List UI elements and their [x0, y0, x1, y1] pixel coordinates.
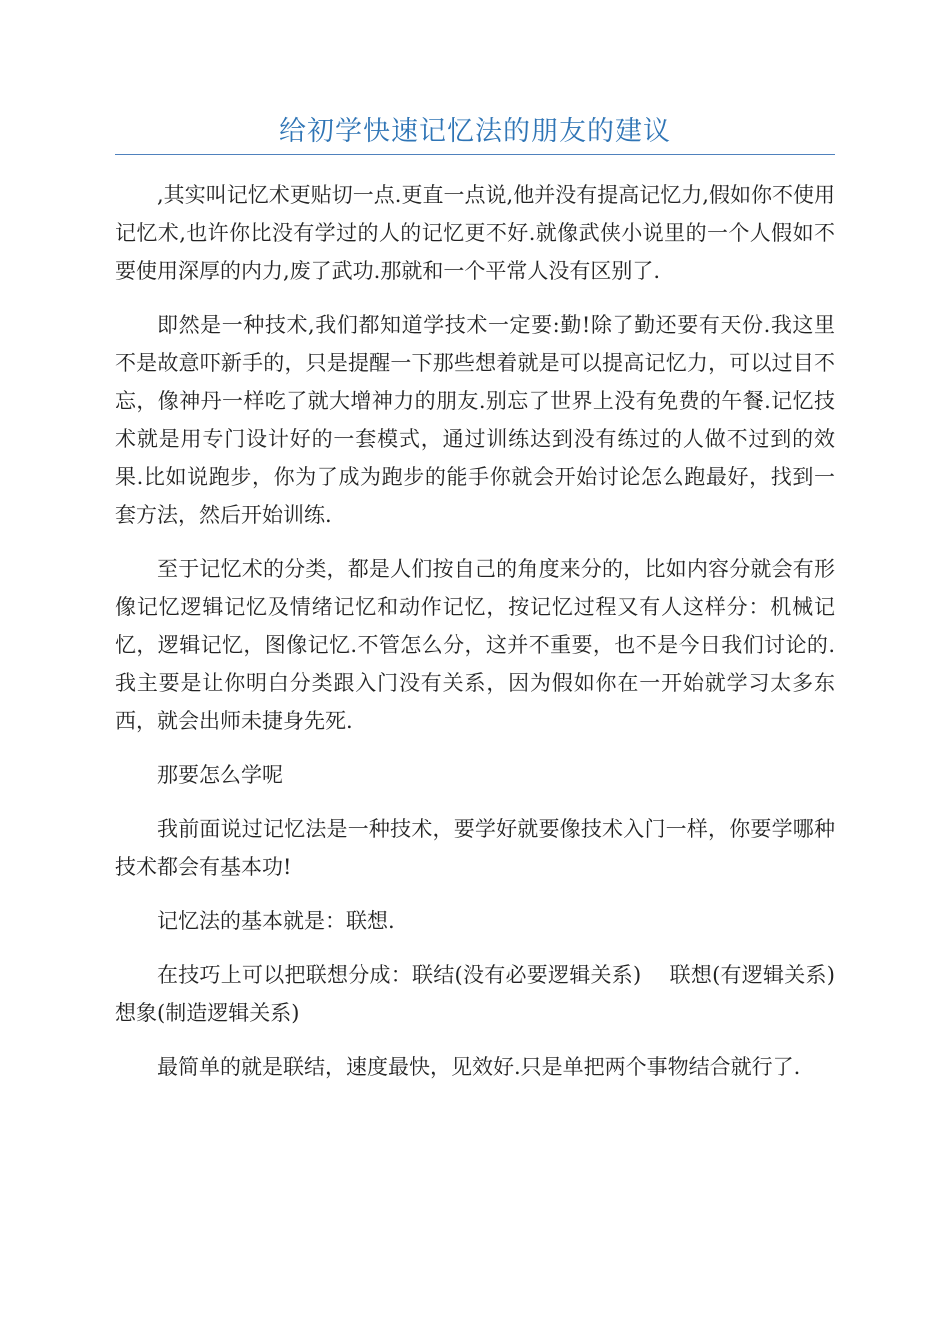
paragraph-2: 即然是一种技术,我们都知道学技术一定要:勤!除了勤还要有天份.我这里不是故意吓新手的，只是提醒一下那些想着就是可以提高记忆力，可以过目不忘，像神丹一样吃了就大增神力的朋友.别忘了世界上没有免费的午餐.记忆技术就是用专门设计好的一套模式，通过训练达到没有练过的人做不过到的效果.比如说跑步，你为了成为跑步的能手你就会开始讨论怎么跑最好，找到一套方法，然后开始训练. [115, 313, 835, 527]
page-title: 给初学快速记忆法的朋友的建议 [279, 116, 671, 147]
paragraph-6: 记忆法的基本就是：联想. [157, 909, 395, 933]
paragraph-3: 至于记忆术的分类，都是人们按自己的角度来分的，比如内容分就会有形像记忆逻辑记忆及情绪记忆和动作记忆，按记忆过程又有人这样分：机械记忆，逻辑记忆，图像记忆.不管怎么分，这并不重要，也不是今日我们讨论的.我主要是让你明白分类跟入门没有关系，因为假如你在一开始就学习太多东西，就会出师未捷身先死. [115, 557, 835, 733]
paragraph-4: 那要怎么学呢 [157, 763, 283, 787]
document-body [115, 176, 856, 1102]
paragraph-1: ,其实叫记忆术更贴切一点.更直一点说,他并没有提高记忆力,假如你不使用记忆术,也许你比没有学过的人的记忆更不好.就像武侠小说里的一个人假如不要使用深厚的内力,废了武功.那就和一个平常人没有区别了. [115, 183, 835, 283]
paragraph-5: 我前面说过记忆法是一种技术，要学好就要像技术入门一样，你要学哪种技术都会有基本功! [115, 817, 835, 879]
title-underline [115, 154, 835, 155]
paragraph-7: 在技巧上可以把联想分成：联结(没有必要逻辑关系) 联想(有逻辑关系) 想象(制造逻辑关系) [115, 963, 856, 1025]
paragraph-8: 最简单的就是联结，速度最快，见效好.只是单把两个事物结合就行了. [157, 1055, 801, 1079]
